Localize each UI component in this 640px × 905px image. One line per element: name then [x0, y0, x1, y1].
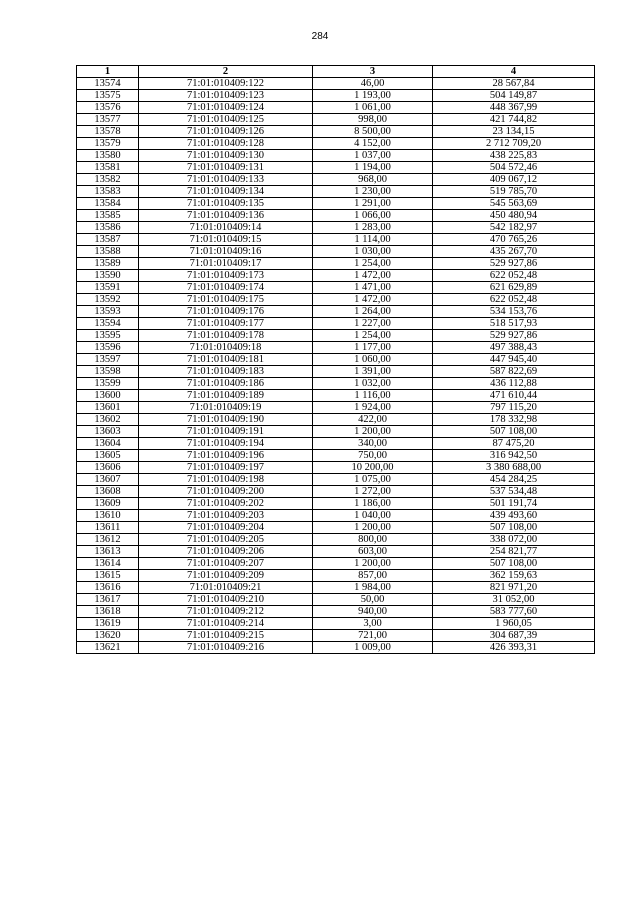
value-cell: 438 225,83 [433, 150, 595, 162]
cadastral-number-cell: 71:01:010409:191 [139, 426, 313, 438]
cadastral-number-cell: 71:01:010409:207 [139, 558, 313, 570]
row-number-cell: 13588 [77, 246, 139, 258]
cadastral-number-cell: 71:01:010409:183 [139, 366, 313, 378]
row-number-cell: 13615 [77, 570, 139, 582]
cadastral-number-cell: 71:01:010409:18 [139, 342, 313, 354]
area-cell: 1 200,00 [313, 522, 433, 534]
value-cell: 23 134,15 [433, 126, 595, 138]
value-cell: 507 108,00 [433, 558, 595, 570]
area-cell: 3,00 [313, 618, 433, 630]
row-number-cell: 13612 [77, 534, 139, 546]
row-number-cell: 13600 [77, 390, 139, 402]
value-cell: 797 115,20 [433, 402, 595, 414]
table-row [77, 630, 595, 642]
area-cell: 1 472,00 [313, 270, 433, 282]
value-cell: 622 052,48 [433, 270, 595, 282]
value-cell: 583 777,60 [433, 606, 595, 618]
page-number: 284 [311, 31, 329, 42]
area-cell: 1 193,00 [313, 90, 433, 102]
area-cell: 1 984,00 [313, 582, 433, 594]
value-cell: 2 712 709,20 [433, 138, 595, 150]
value-cell: 519 785,70 [433, 186, 595, 198]
cadastral-number-cell: 71:01:010409:175 [139, 294, 313, 306]
table-row [77, 246, 595, 258]
area-cell: 1 075,00 [313, 474, 433, 486]
table-row [77, 318, 595, 330]
cadastral-number-cell: 71:01:010409:124 [139, 102, 313, 114]
area-cell: 1 391,00 [313, 366, 433, 378]
row-number-cell: 13617 [77, 594, 139, 606]
cadastral-number-cell: 71:01:010409:204 [139, 522, 313, 534]
table-row [77, 474, 595, 486]
row-number-cell: 13576 [77, 102, 139, 114]
row-number-cell: 13611 [77, 522, 139, 534]
row-number-cell: 13579 [77, 138, 139, 150]
area-cell: 1 114,00 [313, 234, 433, 246]
row-number-cell: 13589 [77, 258, 139, 270]
area-cell: 422,00 [313, 414, 433, 426]
table-row [77, 486, 595, 498]
value-cell: 501 191,74 [433, 498, 595, 510]
value-cell: 435 267,70 [433, 246, 595, 258]
table-row [77, 174, 595, 186]
row-number-cell: 13605 [77, 450, 139, 462]
table-row [77, 282, 595, 294]
area-cell: 1 186,00 [313, 498, 433, 510]
area-cell: 1 061,00 [313, 102, 433, 114]
value-cell: 316 942,50 [433, 450, 595, 462]
row-number-cell: 13583 [77, 186, 139, 198]
area-cell: 1 283,00 [313, 222, 433, 234]
table-body [77, 78, 595, 654]
row-number-cell: 13585 [77, 210, 139, 222]
row-number-cell: 13578 [77, 126, 139, 138]
table-row [77, 198, 595, 210]
value-cell: 518 517,93 [433, 318, 595, 330]
area-cell: 721,00 [313, 630, 433, 642]
area-cell: 1 924,00 [313, 402, 433, 414]
value-cell: 448 367,99 [433, 102, 595, 114]
table-row [77, 606, 595, 618]
row-number-cell: 13601 [77, 402, 139, 414]
area-cell: 1 040,00 [313, 510, 433, 522]
table-row [77, 102, 595, 114]
table-row [77, 90, 595, 102]
cadastral-number-cell: 71:01:010409:133 [139, 174, 313, 186]
area-cell: 1 230,00 [313, 186, 433, 198]
area-cell: 998,00 [313, 114, 433, 126]
row-number-cell: 13594 [77, 318, 139, 330]
table-row [77, 138, 595, 150]
value-cell: 338 072,00 [433, 534, 595, 546]
value-cell: 87 475,20 [433, 438, 595, 450]
table-row [77, 582, 595, 594]
value-cell: 254 821,77 [433, 546, 595, 558]
table-row [77, 234, 595, 246]
value-cell: 471 610,44 [433, 390, 595, 402]
area-cell: 940,00 [313, 606, 433, 618]
area-cell: 1 254,00 [313, 330, 433, 342]
header-col-2: 2 [139, 66, 313, 78]
area-cell: 857,00 [313, 570, 433, 582]
table-row [77, 162, 595, 174]
area-cell: 1 471,00 [313, 282, 433, 294]
value-cell: 587 822,69 [433, 366, 595, 378]
row-number-cell: 13606 [77, 462, 139, 474]
cadastral-number-cell: 71:01:010409:205 [139, 534, 313, 546]
header-col-3: 3 [313, 66, 433, 78]
row-number-cell: 13574 [77, 78, 139, 90]
cadastral-number-cell: 71:01:010409:209 [139, 570, 313, 582]
cadastral-number-cell: 71:01:010409:122 [139, 78, 313, 90]
area-cell: 46,00 [313, 78, 433, 90]
row-number-cell: 13618 [77, 606, 139, 618]
table-row [77, 414, 595, 426]
value-cell: 454 284,25 [433, 474, 595, 486]
row-number-cell: 13621 [77, 642, 139, 654]
cadastral-number-cell: 71:01:010409:126 [139, 126, 313, 138]
cadastral-number-cell: 71:01:010409:131 [139, 162, 313, 174]
cadastral-number-cell: 71:01:010409:19 [139, 402, 313, 414]
table-row [77, 570, 595, 582]
table-row [77, 366, 595, 378]
table-row [77, 330, 595, 342]
row-number-cell: 13582 [77, 174, 139, 186]
table-row [77, 354, 595, 366]
cadastral-number-cell: 71:01:010409:135 [139, 198, 313, 210]
row-number-cell: 13595 [77, 330, 139, 342]
cadastral-number-cell: 71:01:010409:215 [139, 630, 313, 642]
area-cell: 1 291,00 [313, 198, 433, 210]
cadastral-number-cell: 71:01:010409:21 [139, 582, 313, 594]
value-cell: 447 945,40 [433, 354, 595, 366]
table-row [77, 618, 595, 630]
table-row [77, 150, 595, 162]
area-cell: 1 264,00 [313, 306, 433, 318]
value-cell: 362 159,63 [433, 570, 595, 582]
cadastral-number-cell: 71:01:010409:17 [139, 258, 313, 270]
area-cell: 340,00 [313, 438, 433, 450]
value-cell: 409 067,12 [433, 174, 595, 186]
value-cell: 421 744,82 [433, 114, 595, 126]
row-number-cell: 13580 [77, 150, 139, 162]
cadastral-number-cell: 71:01:010409:134 [139, 186, 313, 198]
cadastral-number-cell: 71:01:010409:125 [139, 114, 313, 126]
row-number-cell: 13620 [77, 630, 139, 642]
row-number-cell: 13616 [77, 582, 139, 594]
cadastral-number-cell: 71:01:010409:15 [139, 234, 313, 246]
table-row [77, 546, 595, 558]
value-cell: 622 052,48 [433, 294, 595, 306]
table-row [77, 270, 595, 282]
value-cell: 529 927,86 [433, 258, 595, 270]
value-cell: 621 629,89 [433, 282, 595, 294]
area-cell: 1 030,00 [313, 246, 433, 258]
area-cell: 1 472,00 [313, 294, 433, 306]
value-cell: 545 563,69 [433, 198, 595, 210]
table-row [77, 402, 595, 414]
cadastral-number-cell: 71:01:010409:186 [139, 378, 313, 390]
area-cell: 1 200,00 [313, 558, 433, 570]
area-cell: 1 009,00 [313, 642, 433, 654]
table-row [77, 222, 595, 234]
area-cell: 750,00 [313, 450, 433, 462]
table-row [77, 642, 595, 654]
value-cell: 450 480,94 [433, 210, 595, 222]
area-cell: 800,00 [313, 534, 433, 546]
cadastral-number-cell: 71:01:010409:16 [139, 246, 313, 258]
value-cell: 31 052,00 [433, 594, 595, 606]
table-row [77, 210, 595, 222]
table-row [77, 126, 595, 138]
area-cell: 1 194,00 [313, 162, 433, 174]
table-row [77, 426, 595, 438]
cadastral-number-cell: 71:01:010409:130 [139, 150, 313, 162]
row-number-cell: 13598 [77, 366, 139, 378]
table-row [77, 294, 595, 306]
cadastral-number-cell: 71:01:010409:136 [139, 210, 313, 222]
row-number-cell: 13577 [77, 114, 139, 126]
table-row [77, 306, 595, 318]
cadastral-number-cell: 71:01:010409:177 [139, 318, 313, 330]
table-row [77, 78, 595, 90]
header-col-4: 4 [433, 66, 595, 78]
row-number-cell: 13581 [77, 162, 139, 174]
row-number-cell: 13602 [77, 414, 139, 426]
area-cell: 1 116,00 [313, 390, 433, 402]
area-cell: 1 200,00 [313, 426, 433, 438]
cadastral-number-cell: 71:01:010409:214 [139, 618, 313, 630]
area-cell: 1 227,00 [313, 318, 433, 330]
cadastral-number-cell: 71:01:010409:197 [139, 462, 313, 474]
table-row [77, 450, 595, 462]
row-number-cell: 13575 [77, 90, 139, 102]
row-number-cell: 13590 [77, 270, 139, 282]
table-row [77, 114, 595, 126]
value-cell: 1 960,05 [433, 618, 595, 630]
value-cell: 504 572,46 [433, 162, 595, 174]
area-cell: 10 200,00 [313, 462, 433, 474]
area-cell: 968,00 [313, 174, 433, 186]
row-number-cell: 13592 [77, 294, 139, 306]
value-cell: 436 112,88 [433, 378, 595, 390]
value-cell: 178 332,98 [433, 414, 595, 426]
row-number-cell: 13586 [77, 222, 139, 234]
table-row [77, 378, 595, 390]
row-number-cell: 13593 [77, 306, 139, 318]
cadastral-number-cell: 71:01:010409:173 [139, 270, 313, 282]
row-number-cell: 13603 [77, 426, 139, 438]
value-cell: 507 108,00 [433, 426, 595, 438]
value-cell: 470 765,26 [433, 234, 595, 246]
cadastral-number-cell: 71:01:010409:198 [139, 474, 313, 486]
row-number-cell: 13587 [77, 234, 139, 246]
cadastral-number-cell: 71:01:010409:178 [139, 330, 313, 342]
row-number-cell: 13599 [77, 378, 139, 390]
cadastral-number-cell: 71:01:010409:206 [139, 546, 313, 558]
table-row [77, 534, 595, 546]
table-row [77, 186, 595, 198]
cadastral-number-cell: 71:01:010409:212 [139, 606, 313, 618]
cadastral-number-cell: 71:01:010409:128 [139, 138, 313, 150]
table-row [77, 510, 595, 522]
row-number-cell: 13597 [77, 354, 139, 366]
value-cell: 439 493,60 [433, 510, 595, 522]
cadastral-number-cell: 71:01:010409:174 [139, 282, 313, 294]
area-cell: 603,00 [313, 546, 433, 558]
value-cell: 507 108,00 [433, 522, 595, 534]
cadastral-number-cell: 71:01:010409:202 [139, 498, 313, 510]
area-cell: 1 060,00 [313, 354, 433, 366]
cadastral-number-cell: 71:01:010409:189 [139, 390, 313, 402]
value-cell: 534 153,76 [433, 306, 595, 318]
cadastral-number-cell: 71:01:010409:181 [139, 354, 313, 366]
value-cell: 821 971,20 [433, 582, 595, 594]
cadastral-number-cell: 71:01:010409:216 [139, 642, 313, 654]
row-number-cell: 13614 [77, 558, 139, 570]
table-row [77, 390, 595, 402]
row-number-cell: 13607 [77, 474, 139, 486]
area-cell: 50,00 [313, 594, 433, 606]
table-row [77, 522, 595, 534]
value-cell: 542 182,97 [433, 222, 595, 234]
value-cell: 504 149,87 [433, 90, 595, 102]
area-cell: 1 066,00 [313, 210, 433, 222]
value-cell: 537 534,48 [433, 486, 595, 498]
value-cell: 28 567,84 [433, 78, 595, 90]
row-number-cell: 13609 [77, 498, 139, 510]
table-row [77, 558, 595, 570]
cadastral-number-cell: 71:01:010409:123 [139, 90, 313, 102]
row-number-cell: 13610 [77, 510, 139, 522]
area-cell: 1 032,00 [313, 378, 433, 390]
cadastral-number-cell: 71:01:010409:200 [139, 486, 313, 498]
table-row [77, 498, 595, 510]
value-cell: 304 687,39 [433, 630, 595, 642]
area-cell: 1 272,00 [313, 486, 433, 498]
value-cell: 3 380 688,00 [433, 462, 595, 474]
area-cell: 1 254,00 [313, 258, 433, 270]
table-row [77, 594, 595, 606]
cadastral-number-cell: 71:01:010409:14 [139, 222, 313, 234]
cadastral-number-cell: 71:01:010409:194 [139, 438, 313, 450]
cadastral-number-cell: 71:01:010409:176 [139, 306, 313, 318]
cadastral-number-cell: 71:01:010409:190 [139, 414, 313, 426]
row-number-cell: 13604 [77, 438, 139, 450]
cadastral-table [76, 65, 595, 654]
row-number-cell: 13619 [77, 618, 139, 630]
row-number-cell: 13613 [77, 546, 139, 558]
cadastral-number-cell: 71:01:010409:196 [139, 450, 313, 462]
row-number-cell: 13591 [77, 282, 139, 294]
cadastral-number-cell: 71:01:010409:203 [139, 510, 313, 522]
value-cell: 426 393,31 [433, 642, 595, 654]
area-cell: 4 152,00 [313, 138, 433, 150]
value-cell: 497 388,43 [433, 342, 595, 354]
value-cell: 529 927,86 [433, 330, 595, 342]
header-row [77, 66, 595, 78]
table-header [77, 66, 595, 78]
area-cell: 8 500,00 [313, 126, 433, 138]
area-cell: 1 177,00 [313, 342, 433, 354]
table-row [77, 258, 595, 270]
cadastral-number-cell: 71:01:010409:210 [139, 594, 313, 606]
header-col-1: 1 [77, 66, 139, 78]
row-number-cell: 13584 [77, 198, 139, 210]
row-number-cell: 13596 [77, 342, 139, 354]
area-cell: 1 037,00 [313, 150, 433, 162]
table-row [77, 342, 595, 354]
row-number-cell: 13608 [77, 486, 139, 498]
table-row [77, 462, 595, 474]
table-row [77, 438, 595, 450]
